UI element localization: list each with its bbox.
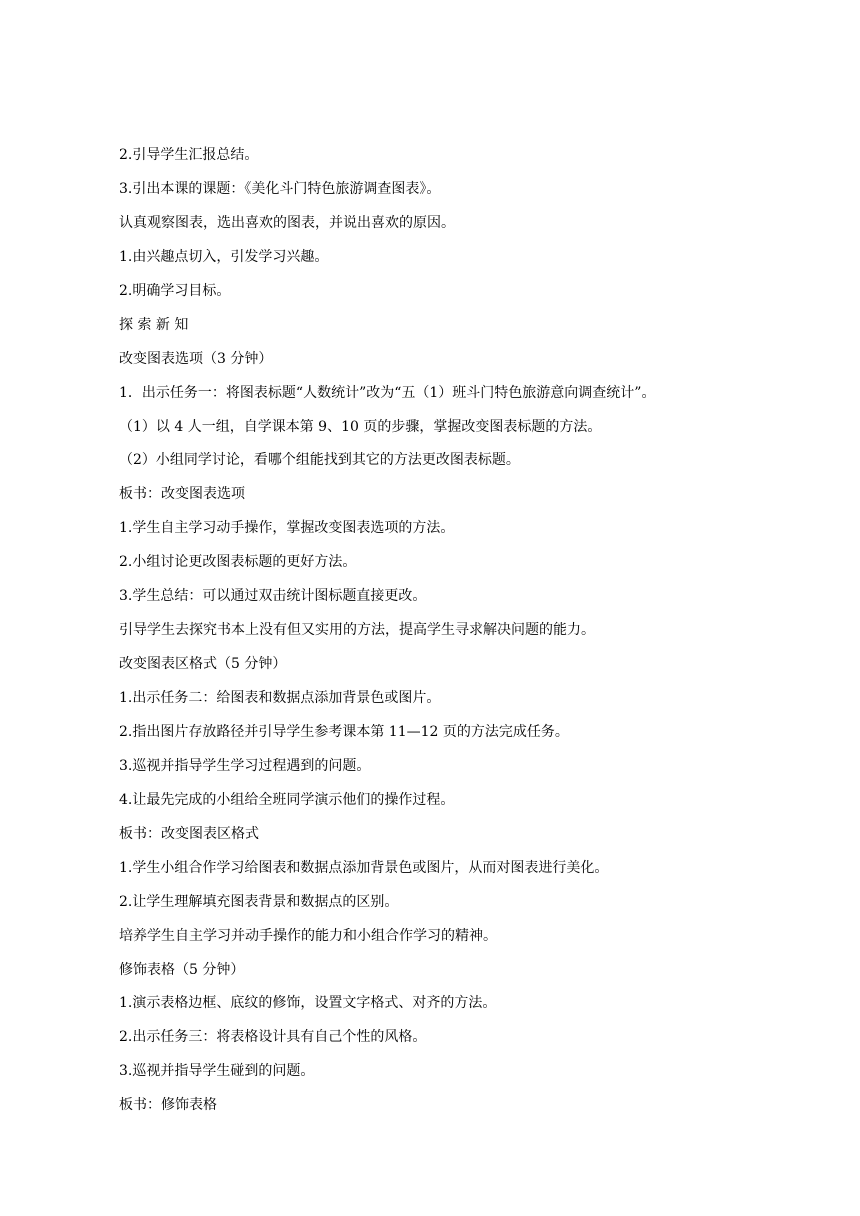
paragraph: 改变图表选项（3 分钟）	[119, 350, 273, 367]
paragraph: 引导学生去探究书本上没有但又实用的方法，提高学生寻求解决问题的能力。	[119, 622, 595, 639]
paragraph: 1．出示任务一：将图表标题“人数统计”改为“五（1）班斗门特色旅游意向调查统计”。	[119, 384, 656, 401]
document-body	[119, 144, 759, 1128]
paragraph: 板书：改变图表区格式	[119, 825, 259, 842]
paragraph: 培养学生自主学习并动手操作的能力和小组合作学习的精神。	[119, 927, 497, 944]
paragraph: 2.小组讨论更改图表标题的更好方法。	[119, 554, 357, 571]
paragraph: 3.巡视并指导学生碰到的问题。	[119, 1063, 315, 1080]
paragraph: （1）以 4 人一组，自学课本第 9、10 页的步骤，掌握改变图表标题的方法。	[119, 418, 602, 435]
paragraph: 4.让最先完成的小组给全班同学演示他们的操作过程。	[119, 791, 455, 808]
paragraph: 2.指出图片存放路径并引导学生参考课本第 11—12 页的方法完成任务。	[119, 723, 569, 740]
paragraph: 板书：修饰表格	[119, 1097, 217, 1114]
paragraph: 3.引出本课的课题：《美化斗门特色旅游调查图表》。	[119, 180, 441, 197]
paragraph: 2.让学生理解填充图表背景和数据点的区别。	[119, 893, 399, 910]
paragraph: 认真观察图表，选出喜欢的图表，并说出喜欢的原因。	[119, 214, 455, 231]
section-heading: 探 索 新 知	[119, 316, 189, 333]
paragraph: 修饰表格（5 分钟）	[119, 961, 245, 978]
paragraph: 2.明确学习目标。	[119, 282, 231, 299]
paragraph: 3.学生总结：可以通过双击统计图标题直接更改。	[119, 588, 427, 605]
paragraph: 1.学生自主学习动手操作，掌握改变图表选项的方法。	[119, 520, 455, 537]
paragraph: 板书：改变图表选项	[119, 486, 245, 503]
paragraph: 2.引导学生汇报总结。	[119, 147, 259, 163]
paragraph: 1.演示表格边框、底纹的修饰，设置文字格式、对齐的方法。	[119, 995, 497, 1012]
paragraph: 1.出示任务二：给图表和数据点添加背景色或图片。	[119, 690, 441, 706]
paragraph: 3.巡视并指导学生学习过程遇到的问题。	[119, 757, 371, 774]
paragraph: 1.由兴趣点切入，引发学习兴趣。	[119, 248, 329, 265]
paragraph: 改变图表区格式（5 分钟）	[119, 656, 287, 673]
paragraph: （2）小组同学讨论，看哪个组能找到其它的方法更改图表标题。	[119, 452, 520, 469]
paragraph: 1.学生小组合作学习给图表和数据点添加背景色或图片，从而对图表进行美化。	[119, 859, 609, 876]
paragraph: 2.出示任务三：将表格设计具有自己个性的风格。	[119, 1029, 427, 1046]
